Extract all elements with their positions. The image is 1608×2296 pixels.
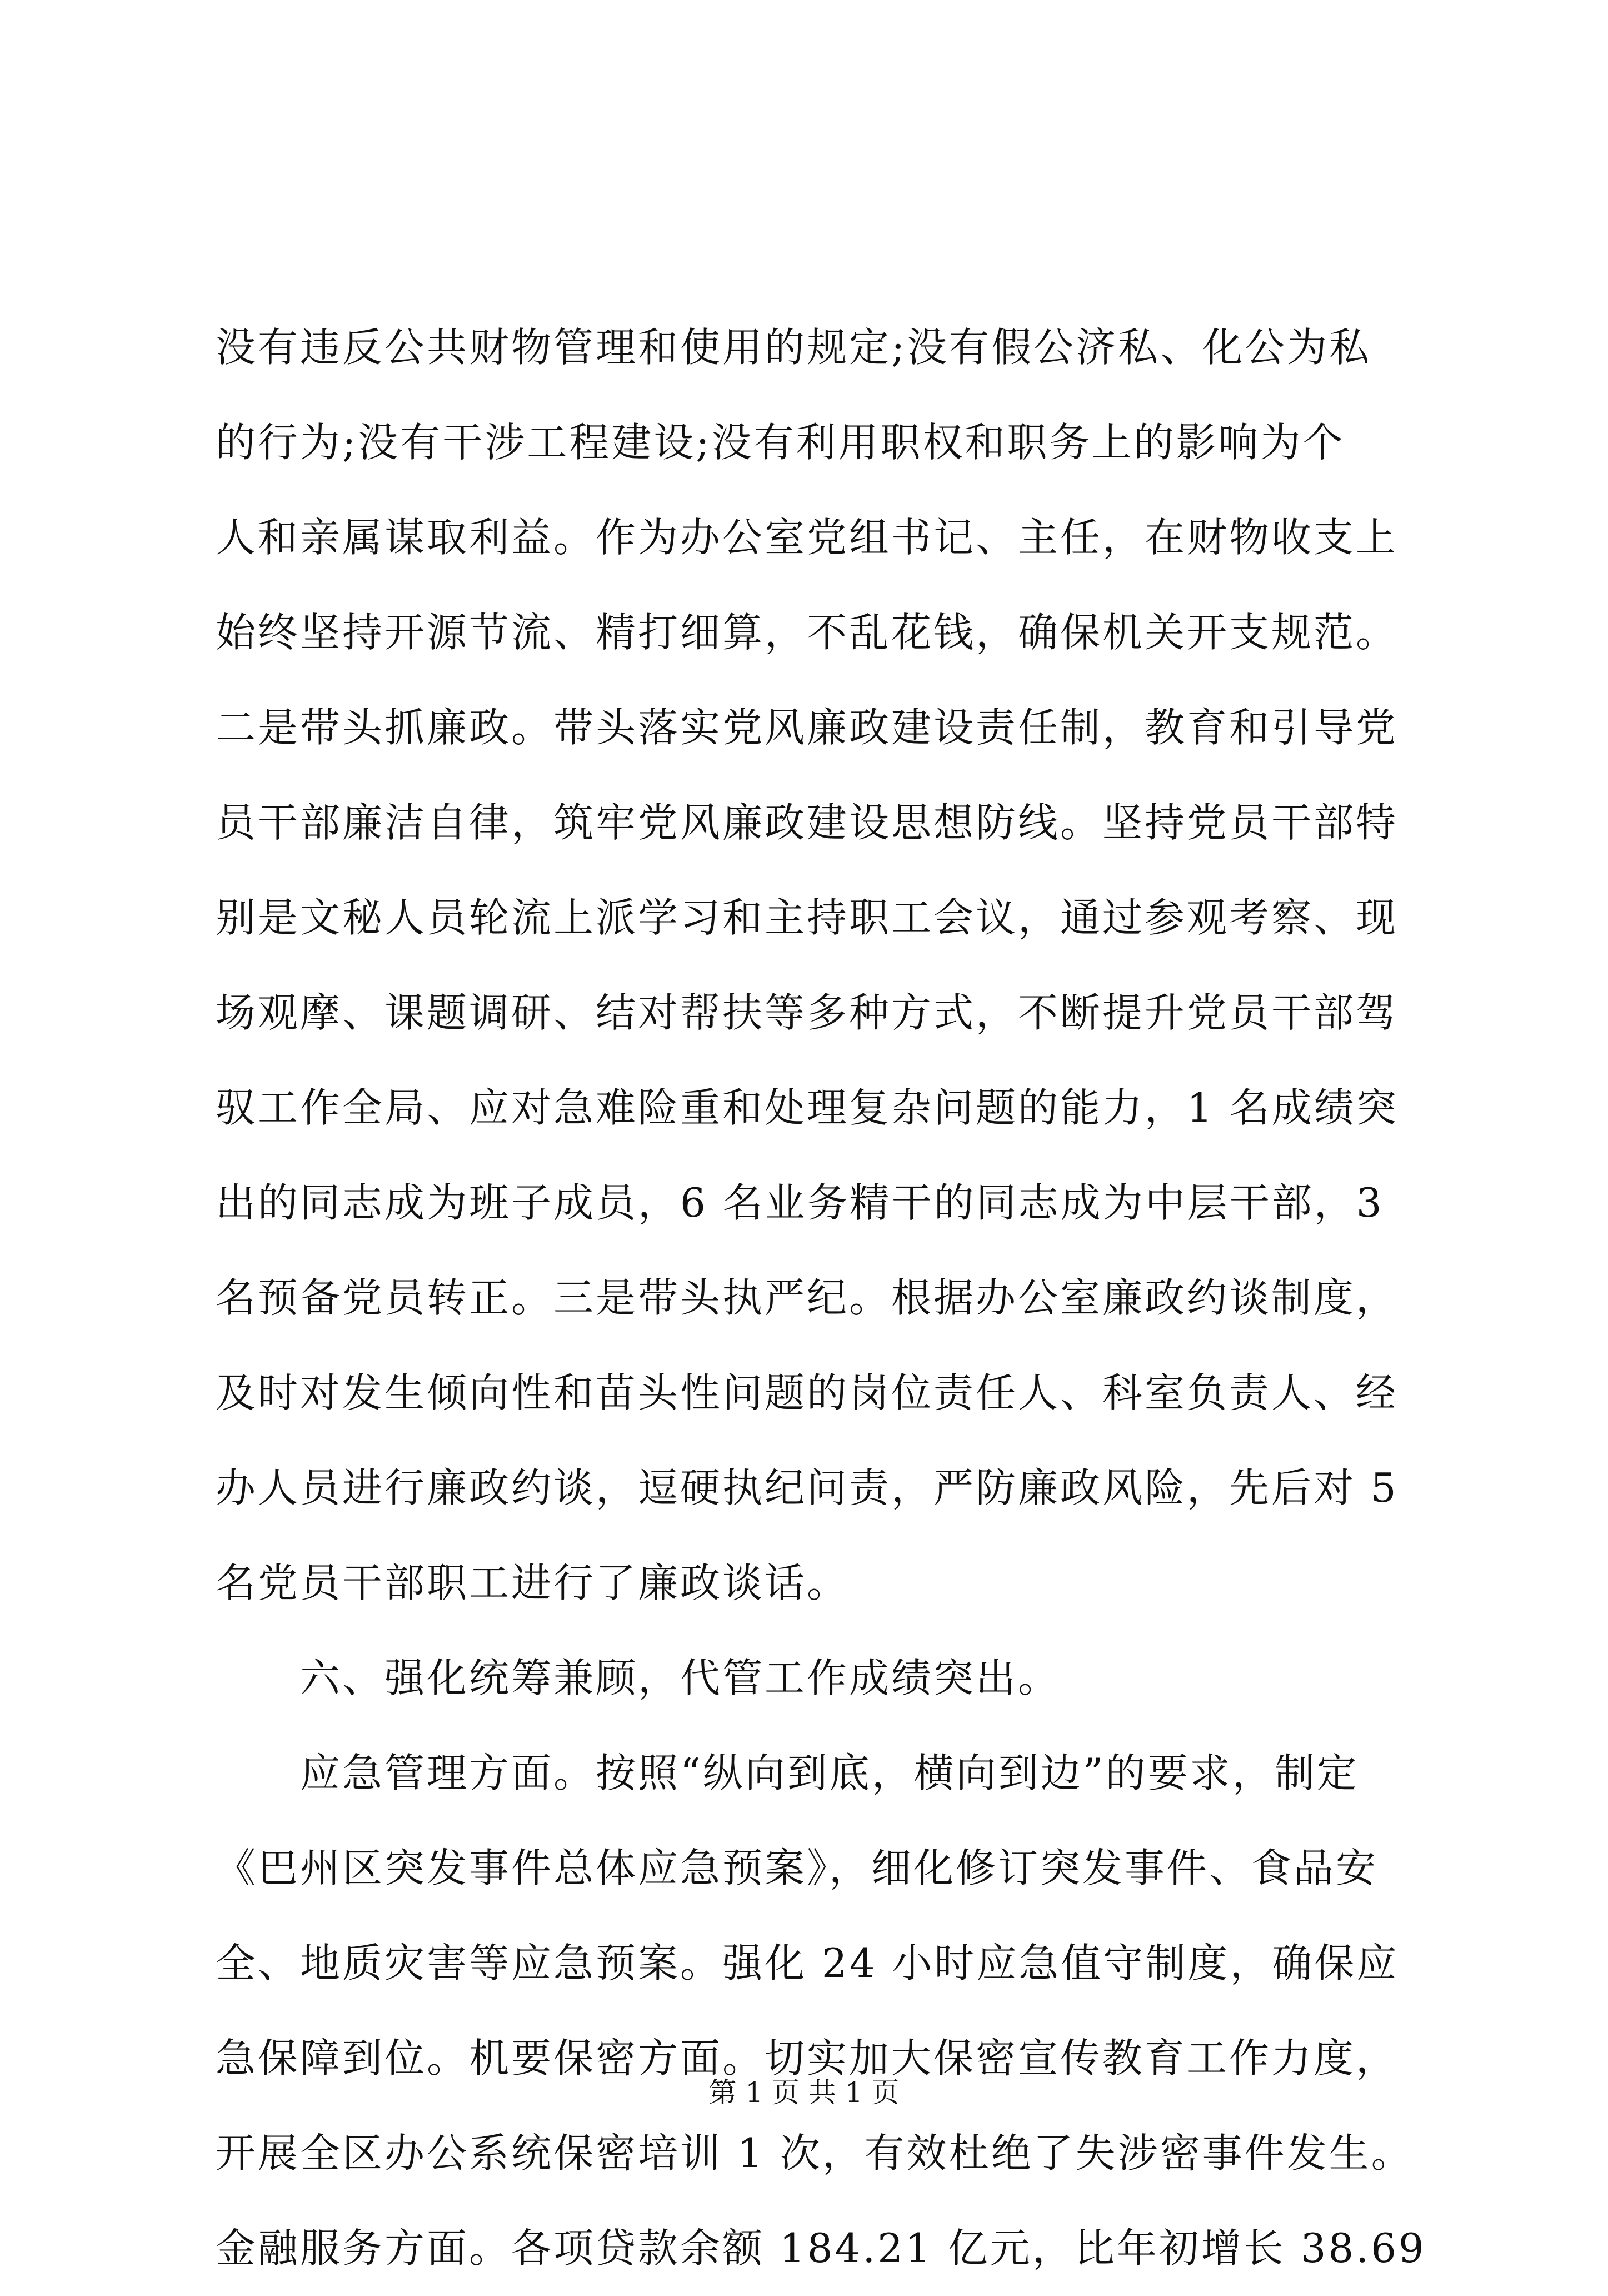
text-line: 别是文秘人员轮流上派学习和主持职工会议，通过参观考察、现	[216, 894, 1399, 941]
text-line: 全、地质灾害等应急预案。强化 24 小时应急值守制度，确保应	[216, 1940, 1399, 1986]
text-line: 急保障到位。机要保密方面。切实加大保密宣传教育工作力度，	[216, 2035, 1399, 2081]
text-line: 没有违反公共财物管理和使用的规定;没有假公济私、化公为私	[216, 324, 1372, 371]
text-line: 始终坚持开源节流、精打细算，不乱花钱，确保机关开支规范。	[216, 609, 1399, 656]
text-line: 人和亲属谋取利益。作为办公室党组书记、主任，在财物收支上	[216, 514, 1399, 561]
page-footer: 第 1 页 共 1 页	[708, 2076, 900, 2109]
text-line: 出的同志成为班子成员，6 名业务精干的同志成为中层干部，3	[216, 1179, 1384, 1226]
text-line: 办人员进行廉政约谈，逗硬执纪问责，严防廉政风险，先后对 5	[216, 1465, 1399, 1511]
text-line: 名党员干部职工进行了廉政谈话。	[216, 1560, 850, 1606]
section-heading: 六、强化统筹兼顾，代管工作成绩突出。	[216, 1655, 1061, 1701]
text-line: 驭工作全局、应对急难险重和处理复杂问题的能力，1 名成绩突	[216, 1084, 1399, 1131]
text-line: 应急管理方面。按照“纵向到底，横向到边”的要求，制定	[216, 1750, 1359, 1796]
text-line: 场观摩、课题调研、结对帮扶等多种方式，不断提升党员干部驾	[216, 989, 1399, 1036]
text-line: 及时对发生倾向性和苗头性问题的岗位责任人、科室负责人、经	[216, 1369, 1399, 1416]
text-line: 《巴州区突发事件总体应急预案》，细化修订突发事件、食品安	[216, 1845, 1379, 1891]
text-line: 金融服务方面。各项贷款余额 184.21 亿元，比年初增长 38.69	[216, 2225, 1426, 2272]
text-line: 二是带头抓廉政。带头落实党风廉政建设责任制，教育和引导党	[216, 704, 1399, 751]
text-line: 开展全区办公系统保密培训 1 次，有效杜绝了失涉密事件发生。	[216, 2130, 1414, 2177]
body-text	[216, 300, 1427, 2296]
text-line: 员干部廉洁自律，筑牢党风廉政建设思想防线。坚持党员干部特	[216, 799, 1399, 846]
text-line: 名预备党员转正。三是带头执严纪。根据办公室廉政约谈制度，	[216, 1274, 1399, 1321]
text-line: 的行为;没有干涉工程建设;没有利用职权和职务上的影响为个	[216, 419, 1345, 466]
